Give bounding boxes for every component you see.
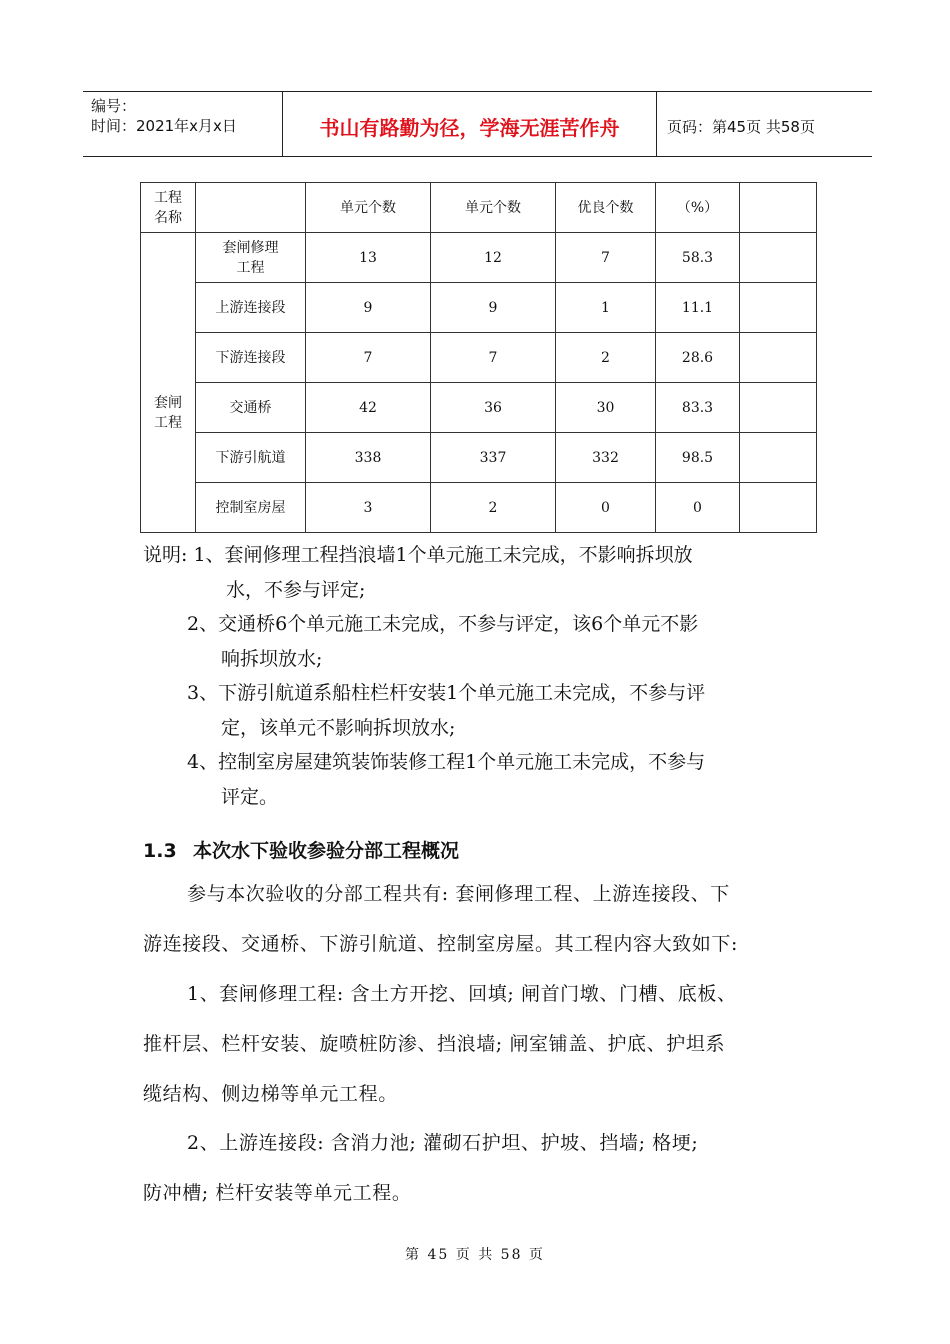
table-cell: 337 (431, 433, 556, 483)
table-cell: 36 (431, 383, 556, 433)
table-cell (740, 433, 817, 483)
table-cell: 83.3 (656, 383, 740, 433)
table-cell (740, 233, 817, 283)
page-header (83, 91, 872, 157)
paragraph-line: 缆结构、侧边梯等单元工程。 (143, 1083, 398, 1105)
table-cell: 98.5 (656, 433, 740, 483)
doc-number-label: 编号： (91, 97, 137, 115)
table-cell (740, 383, 817, 433)
table-cell: 332 (556, 433, 656, 483)
row-name-cell: 控制室房屋 (196, 483, 306, 533)
table-cell: 0 (556, 483, 656, 533)
group-label-cell: 套闸 工程 (141, 233, 196, 533)
header-cell (740, 183, 817, 233)
note-line: 响拆坝放水; (221, 647, 323, 670)
row-name-cell: 下游连接段 (196, 333, 306, 383)
table-cell: 12 (431, 233, 556, 283)
paragraph-intro (143, 869, 843, 969)
note-line: 2、交通桥6个单元施工未完成，不参与评定，该6个单元不影 (187, 613, 699, 635)
header-motto: 书山有路勤为径，学海无涯苦作舟 (283, 92, 657, 156)
row-name-cell: 套闸修理 工程 (196, 233, 306, 283)
table-row (141, 433, 817, 483)
header-cell: 单元个数 (306, 183, 431, 233)
section-title-text: 本次水下验收参验分部工程概况 (193, 840, 460, 862)
header-cell-blank (196, 183, 306, 233)
paragraph-line: 参与本次验收的分部工程共有: 套闸修理工程、上游连接段、下 (187, 883, 730, 905)
table-cell: 3 (306, 483, 431, 533)
table-cell: 7 (306, 333, 431, 383)
header-cell-name: 工程 名称 (141, 183, 196, 233)
table-cell: 28.6 (656, 333, 740, 383)
paragraph-line: 游连接段、交通桥、下游引航道、控制室房屋。其工程内容大致如下: (143, 933, 739, 955)
table-cell: 7 (556, 233, 656, 283)
table-header-row (141, 183, 817, 233)
header-meta (83, 92, 283, 156)
table-cell: 338 (306, 433, 431, 483)
header-cell: 优良个数 (556, 183, 656, 233)
table-row (141, 483, 817, 533)
paragraph-line: 1、套闸修理工程: 含土方开挖、回填; 闸首门墩、门槽、底板、 (187, 983, 737, 1005)
table-cell: 9 (306, 283, 431, 333)
paragraph-line: 2、上游连接段: 含消力池; 灌砌石护坦、护坡、挡墙; 格埂; (187, 1132, 699, 1154)
table-cell (740, 483, 817, 533)
row-name-cell: 上游连接段 (196, 283, 306, 333)
table-cell: 42 (306, 383, 431, 433)
note-line: 3、下游引航道系船柱栏杆安装1个单元施工未完成，不参与评 (187, 682, 706, 704)
header-cell: （%） (656, 183, 740, 233)
table-cell: 0 (656, 483, 740, 533)
section-heading (143, 836, 459, 863)
table-cell: 13 (306, 233, 431, 283)
page-footer: 第 45 页 共 58 页 (405, 1247, 545, 1263)
table-cell: 7 (431, 333, 556, 383)
section-number: 1.3 (143, 840, 177, 862)
table-cell: 11.1 (656, 283, 740, 333)
note-line: 说明: 1、套闸修理工程挡浪墙1个单元施工未完成，不影响拆坝放 (143, 544, 693, 566)
header-page-label: 页码：第45页 共58页 (667, 117, 815, 136)
paragraph-item-2 (143, 1118, 843, 1218)
paragraph-line: 防冲槽; 栏杆安装等单元工程。 (143, 1182, 412, 1204)
header-cell: 单元个数 (431, 183, 556, 233)
paragraph-line: 推杆层、栏杆安装、旋喷桩防渗、挡浪墙; 闸室铺盖、护底、护坦系 (143, 1033, 726, 1055)
table-cell: 2 (431, 483, 556, 533)
note-line: 4、控制室房屋建筑装饰装修工程1个单元施工未完成，不参与 (187, 751, 706, 773)
table-cell: 30 (556, 383, 656, 433)
note-line: 定，该单元不影响拆坝放水; (221, 716, 456, 739)
table-cell: 1 (556, 283, 656, 333)
note-line: 水，不参与评定; (226, 578, 366, 601)
table-row (141, 333, 817, 383)
doc-time-label: 时间：2021年x月x日 (91, 117, 237, 135)
table-cell (740, 283, 817, 333)
table-cell: 58.3 (656, 233, 740, 283)
note-line: 评定。 (221, 785, 279, 808)
table-cell: 2 (556, 333, 656, 383)
row-name-cell: 下游引航道 (196, 433, 306, 483)
paragraph-item-1 (143, 969, 843, 1119)
table-row (141, 383, 817, 433)
evaluation-table (140, 182, 817, 533)
table-row (141, 233, 817, 283)
table-notes (143, 538, 843, 814)
table-row (141, 283, 817, 333)
row-name-cell: 交通桥 (196, 383, 306, 433)
table-cell (740, 333, 817, 383)
table-cell: 9 (431, 283, 556, 333)
